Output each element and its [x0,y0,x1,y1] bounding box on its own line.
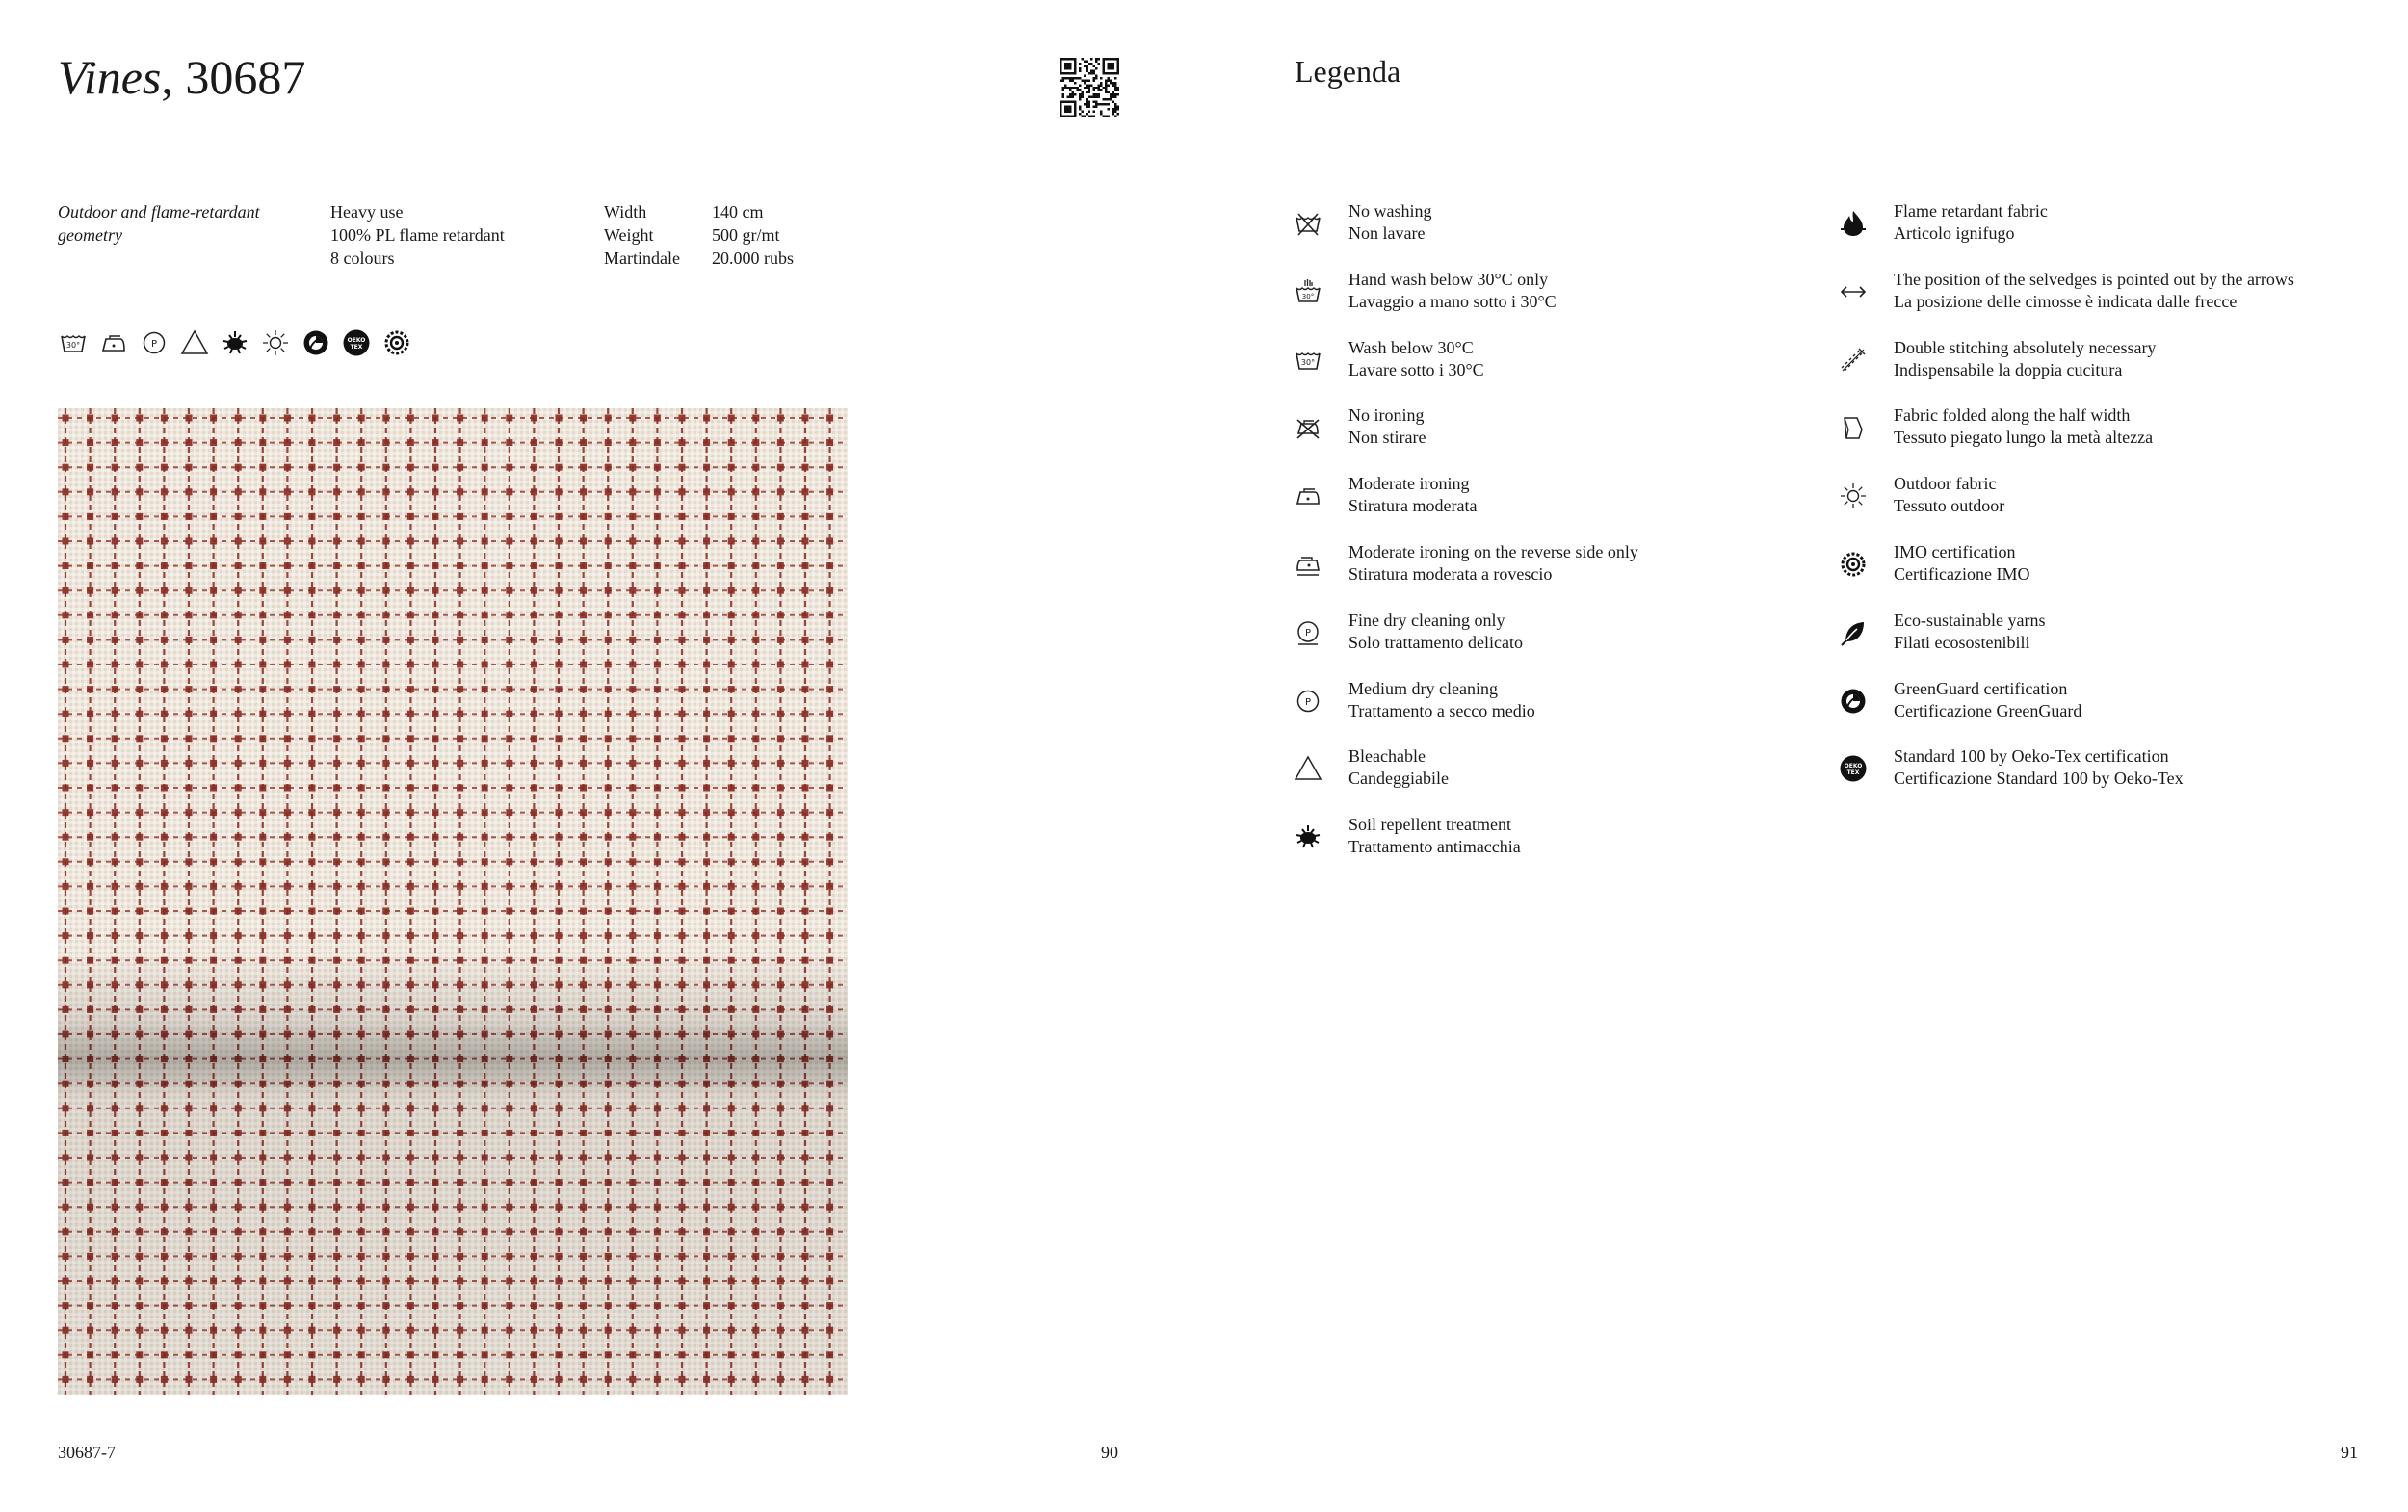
svg-text:TEX: TEX [1846,769,1860,777]
fine-dry-cleaning-icon [1293,617,1323,648]
care-symbol [98,327,129,358]
legend-label-en: Standard 100 by Oeko-Tex certification [1894,746,2169,767]
legend-label-it: Filati ecosostenibili [1894,632,2030,652]
folded-fabric-icon [1838,412,1869,443]
oeko-tex-icon [341,327,372,358]
product-description: Outdoor and flame-retardant geometry [58,202,260,245]
care-symbol [139,327,170,358]
legend-label-it: Articolo ignifugo [1894,223,2015,243]
legend-label-en: Medium dry cleaning [1348,678,1498,698]
legend-label-en: No washing [1348,201,1432,221]
legend-icon [1291,751,1325,786]
legend-label-en: Soil repellent treatment [1348,815,1511,835]
selvedge-arrows-icon [1838,276,1869,307]
legend-icon [1836,274,1871,309]
spec-colours: 8 colours [330,248,395,268]
svg-text:P: P [1304,627,1312,639]
legend-icon [1836,410,1871,445]
imo-certification-icon [1838,549,1869,580]
legend-right-column [1836,200,2294,814]
legend-icon [1836,684,1871,718]
legend-left-column [1291,200,1638,882]
legend-icon [1291,684,1325,718]
no-washing-icon [1293,208,1323,239]
legend-label-it: Certificazione GreenGuard [1894,700,2082,720]
svg-text:TEX: TEX [350,344,363,351]
legend-label-en: Hand wash below 30°C only [1348,269,1549,289]
legend-icon [1291,547,1325,582]
outdoor-fabric-icon [1838,481,1869,511]
hand-wash-icon [1293,276,1323,307]
double-stitching-icon [1838,345,1869,376]
fabric-swatch-image [58,408,848,1395]
legend-icon [1836,751,1871,786]
wash-30-icon [58,327,89,358]
legend-item [1291,745,1638,814]
legend-label-en: Moderate ironing on the reverse side only [1348,541,1638,561]
svg-text:30°: 30° [1300,357,1316,367]
care-symbol [58,327,89,358]
dim-martindale-row: Martindale 20.000 rubs [604,248,794,268]
imo-certification-icon [381,327,412,358]
legend-item [1291,814,1638,882]
product-specs [330,200,505,270]
legend-text [1348,337,1484,381]
page-number-right: 91 [2341,1443,2358,1462]
legend-label-en: No ironing [1348,405,1425,426]
legend-text [1894,745,2184,790]
product-dimensions [604,200,794,270]
legend-item [1291,269,1638,337]
legend-item [1291,200,1638,269]
spec-composition: 100% PL flame retardant [330,225,505,245]
legend-item [1291,610,1638,678]
legend-icon [1836,479,1871,513]
legend-icon [1291,615,1325,650]
legend-item [1836,678,2294,746]
legend-label-it: La posizione delle cimosse è indicata dalle frecce [1894,291,2238,311]
bleachable-icon [179,327,210,358]
legend-icon [1291,479,1325,513]
legend-text [1894,200,2048,245]
care-symbol [341,327,372,358]
legend-label-it: Solo trattamento delicato [1348,632,1523,652]
legend-text [1348,814,1521,858]
legend-label-it: Stiratura moderata [1348,496,1478,516]
legend-text [1894,337,2156,381]
legend-item [1291,404,1638,473]
legend-text [1894,404,2153,449]
legend-text [1348,745,1449,790]
bleachable-icon [1293,753,1323,784]
legend-label-it: Non stirare [1348,428,1426,448]
moderate-ironing-icon [98,327,129,358]
qr-code-icon[interactable] [1060,58,1119,117]
svg-text:30°: 30° [65,341,81,350]
legend-label-it: Candeggiabile [1348,769,1449,789]
legend-item [1836,404,2294,473]
legend-label-en: Eco-sustainable yarns [1894,610,2046,630]
legend-label-it: Trattamento antimacchia [1348,837,1521,857]
svg-text:30°: 30° [1301,292,1315,300]
legend-text [1894,473,2004,517]
legend-icon [1291,820,1325,854]
svg-text:OEKO: OEKO [1844,763,1863,770]
no-ironing-icon [1293,412,1323,443]
legend-icon [1836,615,1871,650]
legend-item [1291,337,1638,405]
legend-text [1894,269,2294,313]
legend-text [1894,678,2081,722]
care-symbol [220,327,250,358]
svg-text:OEKO: OEKO [347,337,366,344]
reverse-ironing-icon [1293,549,1323,580]
legend-label-en: Bleachable [1348,746,1426,767]
legend-label-it: Tessuto piegato lungo la metà altezza [1894,428,2154,448]
legend-label-it: Tessuto outdoor [1894,496,2005,516]
care-symbol [260,327,291,358]
medium-dry-cleaning-icon [1293,686,1323,717]
legend-icon [1836,343,1871,378]
care-symbol [301,327,331,358]
legend-text [1894,541,2029,586]
legend-item [1836,200,2294,269]
legend-label-en: Flame retardant fabric [1894,201,2048,221]
legend-item [1836,541,2294,610]
flame-retardant-icon [1838,208,1869,239]
legend-item [1836,610,2294,678]
page-number-left: 90 [1101,1443,1118,1462]
spec-use: Heavy use [330,202,404,222]
legend-text [1348,473,1477,517]
care-symbol [179,327,210,358]
product-name: Vines [58,50,162,104]
wash-30-icon [1293,345,1323,376]
legend-text [1348,404,1426,449]
legend-label-it: Indispensabile la doppia cucitura [1894,359,2123,379]
legend-label-en: The position of the selvedges is pointed out by the arrows [1894,269,2294,289]
legend-label-it: Non lavare [1348,223,1426,243]
legend-label-it: Trattamento a secco medio [1348,700,1535,720]
legend-text [1348,269,1557,313]
legend-label-it: Certificazione Standard 100 by Oeko-Tex [1894,769,2184,789]
legend-label-en: Fine dry cleaning only [1348,610,1505,630]
dim-weight-row: Weight 500 gr/mt [604,225,780,245]
legend-text [1348,610,1523,654]
legend-item [1291,541,1638,610]
eco-yarns-icon [1838,617,1869,648]
legend-label-en: Double stitching absolutely necessary [1894,337,2157,357]
page-title [58,48,305,106]
legend-icon [1291,343,1325,378]
legend-text [1348,541,1638,586]
legend-label-en: Outdoor fabric [1894,474,1997,494]
care-symbols-row [58,327,412,358]
legend-item [1291,678,1638,746]
svg-text:P: P [1304,696,1312,708]
legend-icon [1291,206,1325,241]
legend-label-en: GreenGuard certification [1894,678,2068,698]
soil-repellent-icon [220,327,250,358]
legend-label-en: IMO certification [1894,541,2016,561]
legend-text [1348,200,1432,245]
legend-item [1836,745,2294,814]
legend-title: Legenda [1295,54,1401,89]
legend-icon [1291,274,1325,309]
legend-label-it: Certificazione IMO [1894,563,2030,584]
care-symbol [381,327,412,358]
legend-icon [1836,547,1871,582]
legend-text [1894,610,2045,654]
legend-item [1291,473,1638,541]
legend-label-it: Lavare sotto i 30°C [1348,359,1484,379]
legend-icon [1836,206,1871,241]
soil-repellent-icon [1293,821,1323,852]
article-code: 30687-7 [58,1443,116,1462]
legend-label-en: Fabric folded along the half width [1894,405,2131,426]
legend-item [1836,269,2294,337]
outdoor-fabric-icon [260,327,291,358]
legend-item [1836,337,2294,405]
legend-text [1348,678,1535,722]
greenguard-icon [301,327,331,358]
greenguard-icon [1838,686,1869,717]
dim-width-row: Width 140 cm [604,202,764,222]
legend-label-it: Stiratura moderata a rovescio [1348,563,1553,584]
product-code: , 30687 [161,50,306,104]
medium-dry-cleaning-icon [139,327,170,358]
legend-label-en: Wash below 30°C [1348,337,1474,357]
legend-label-en: Moderate ironing [1348,474,1470,494]
svg-text:P: P [150,339,158,350]
legend-item [1836,473,2294,541]
legend-label-it: Lavaggio a mano sotto i 30°C [1348,291,1557,311]
moderate-ironing-icon [1293,481,1323,511]
legend-icon [1291,410,1325,445]
oeko-tex-icon [1838,753,1869,784]
